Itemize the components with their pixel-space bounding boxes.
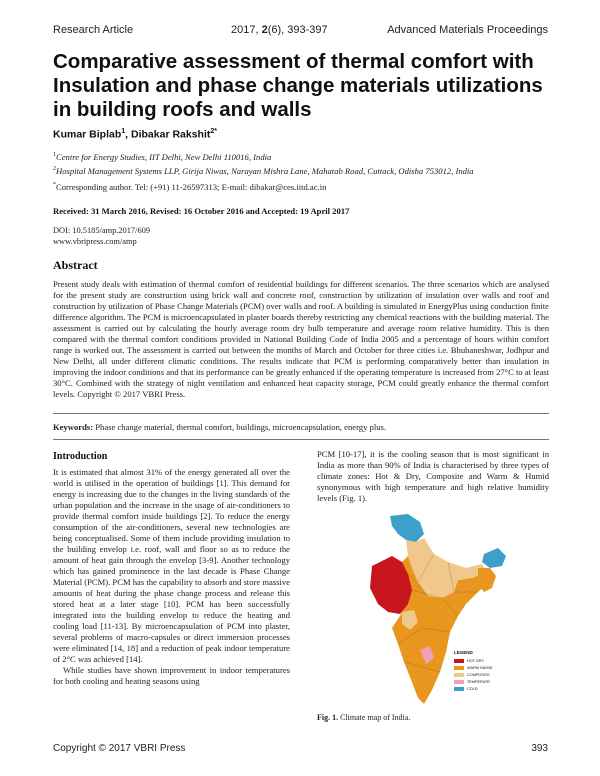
- abstract-text: Present study deals with estimation of thermal comfort of residential buildings for different scenarios. The three scenarios which are analysed for the present study are construction using brick wall and concrete roof, construction by utilization of insulation over walls and roof and construction by utilization of Phase Change Materials (PCM) over walls and roof. A building is simulated in EnergyPlus using conduction finite difference algorithm. The PCM is microencapsulated in plaster boards thereby restricting any chemical reactions with the building material. The assessment is carried out by calculating the hourly average room dry bulb temperature and average room relative humidity. This is then compared with the thermal comfort conditions provided in National Building Code of India 2005 and a percentage of hours within comfort range is worked out. The assessment is carried out between the months of March and October for three cities i.e. Bhubaneshwar, Jodhpur and New Delhi, all under different climatic conditions. The results indicate that PCM is performing comparatively better than insulation in improving the indoor conditions and that its performance can be greatly enhanced if the operating temperature is increased from 27°C to at least 30°C. Combined with the strategy of night ventilation and enhanced heat capacity storage, PCM could greatly enhance the thermal comfort levels. Copyright © 2017 VBRI Press.: [53, 279, 549, 399]
- introduction-heading: Introduction: [53, 451, 108, 462]
- article-type: Research Article: [53, 24, 134, 36]
- citation: 2017, 2(6), 393-397: [231, 24, 328, 36]
- map-legend: [454, 650, 514, 692]
- page-number: 393: [531, 743, 548, 754]
- corresponding-author: *Corresponding author. Tel: (+91) 11-26597313; E-mail: dibakar@ces.iitd.ac.in: [53, 182, 327, 192]
- map-region-cold: [390, 514, 424, 542]
- legend-swatch: [454, 673, 464, 677]
- affiliation-1: $^1$Centre for Energy Studies, IIT Delhi, New Delhi 110016, India: [53, 152, 272, 162]
- introduction-left-column: [53, 467, 290, 687]
- legend-swatch: [454, 659, 464, 663]
- author-name: Dibakar Rakshit: [131, 128, 211, 141]
- legend-title: LEGEND: [454, 650, 473, 655]
- paragraph: While studies have shown improvement in indoor temperatures for both cooling and heating seasons using: [53, 665, 290, 686]
- map-region-cold: [482, 548, 506, 568]
- legend-item: WARM HUMID: [454, 664, 514, 671]
- journal-url[interactable]: www.vbripress.com/amp: [53, 237, 137, 246]
- paragraph: It is estimated that almost 31% of the energy generated all over the world is utilised in the operation of buildings [1]. This demand for energy is increasing due to the changes in the living standards of the urban population and the increase in the usage of air-conditioners to provide thermal comfort inside buildings [2]. To reduce the energy consumption of the air-conditioners, several new technologies are being conceptualised. Some of them include providing insulation to the building envelop i.e. roof, wall and floor so as to reduce the amount of heat gain through the envelop [3-9]. Another technology which has gained prominence in the last decade is Phase Change Material (PCM). PCM has the capability to absorb and store massive amounts of heat during the phase change process and release this stored heat at a later stage [10]. PCM has been successfully integrated into the building envelop to reduce the heating and cooling load [11-13]. By microencapsulation of PCM into plaster, several problems of macro-capsules or direct immersion processes were eliminated [14, 18] and a reduction of peak indoor temperature of 2°C was achieved [14].: [53, 467, 291, 664]
- author-name: Kumar Biplab: [53, 128, 122, 141]
- doi-link[interactable]: DOI: 10.5185/amp.2017/609: [53, 226, 151, 235]
- legend-item: TEMPERATE: [454, 678, 514, 685]
- author-list: Kumar Biplab$^1$, Dibakar Rakshit$^{2*}$: [53, 128, 218, 141]
- legend-item: HOT DRY: [454, 657, 514, 664]
- divider: [53, 439, 549, 440]
- doi-block: [53, 225, 150, 247]
- legend-swatch: [454, 680, 464, 684]
- legend-swatch: [454, 666, 464, 670]
- page-footer: [53, 743, 548, 757]
- abstract-heading: Abstract: [53, 258, 98, 272]
- legend-swatch: [454, 687, 464, 691]
- footer-copyright: Copyright © 2017 VBRI Press: [53, 743, 186, 754]
- running-header: [53, 24, 548, 40]
- keywords: Keywords: Phase change material, thermal comfort, buildings, microencapsulation, energy plus.: [53, 422, 387, 432]
- received-dates: Received: 31 March 2016, Revised: 16 October 2016 and Accepted: 19 April 2017: [53, 206, 350, 216]
- legend-item: COLD: [454, 685, 514, 692]
- legend-item: COMPOSITE: [454, 671, 514, 678]
- figure-caption: Fig. 1. Climate map of India.: [317, 713, 411, 722]
- introduction-right-column: PCM [10-17], it is the cooling season that is most significant in India as more than 90% of India is characterised by three types of climate zones: Hot & Dry, Composite and Warm & Humid synonymous with high temperature and high relative humidity levels (Fig. 1).: [317, 449, 549, 503]
- affiliation-2: $^2$Hospital Management Systems LLP, Girija Niwas, Narayan Mishra Lane, Mahatab Road, Cuttack, Odisha 753012, India: [53, 166, 474, 176]
- journal-name: Advanced Materials Proceedings: [387, 24, 548, 36]
- paper-title: Comparative assessment of thermal comfort with Insulation and phase change materials utilizations in building roofs and walls: [53, 50, 543, 121]
- divider: [53, 413, 549, 414]
